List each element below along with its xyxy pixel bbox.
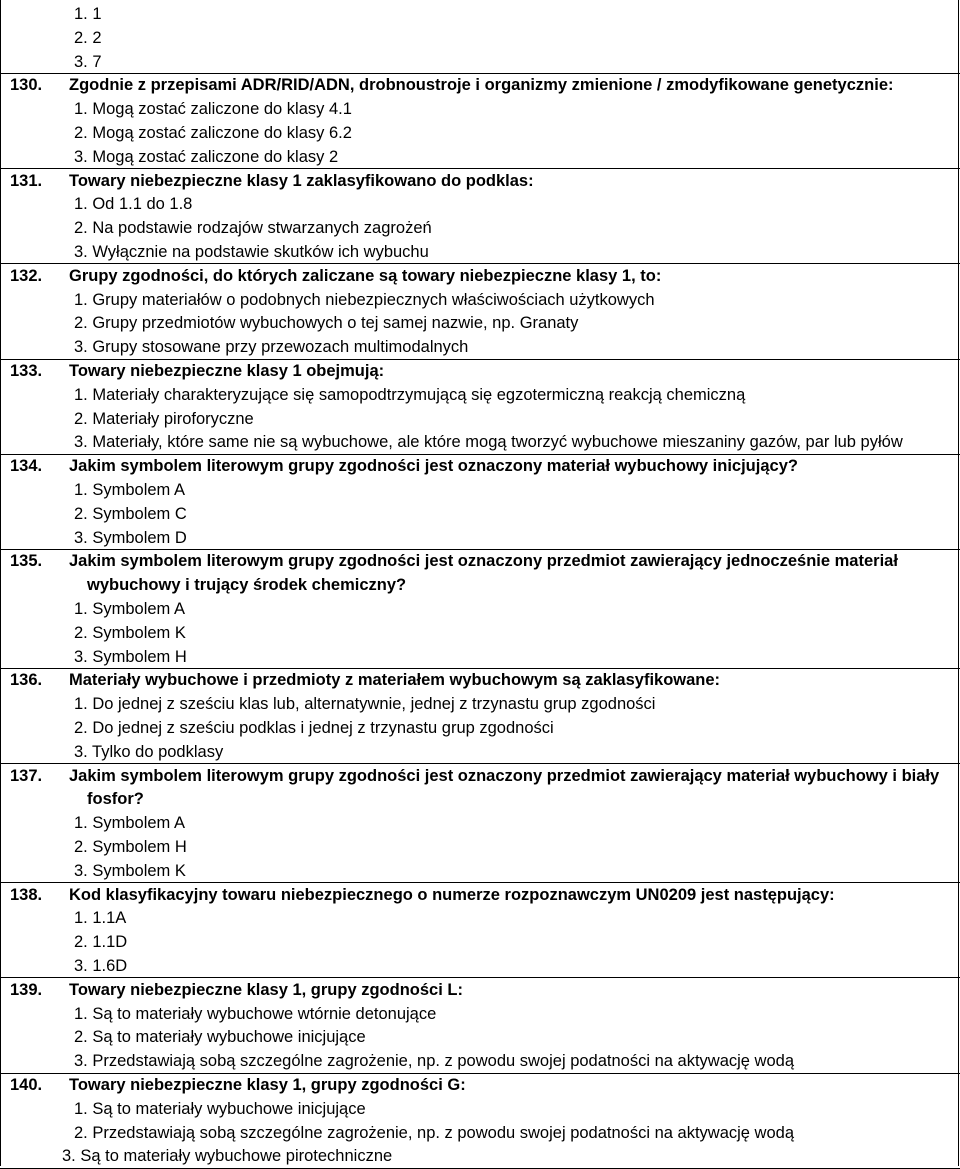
answer-row [0, 335, 960, 359]
question-row [0, 359, 960, 383]
answer-option: 1. Symbolem A [74, 600, 185, 618]
answer-option: 1. 1.1A [74, 909, 127, 928]
answer-option: 3. Tylko do podklasy [74, 742, 224, 761]
answer-row [0, 835, 960, 859]
question-number: 130. [10, 76, 43, 95]
question-row [0, 73, 960, 97]
answer-option: 1. Od 1.1 do 1.8 [74, 195, 193, 214]
question-text: Towary niebezpieczne klasy 1, grupy zgodności G: [69, 1076, 466, 1094]
question-text: Jakim symbolem literowym grupy zgodności jest oznaczony materiał wybuchowy inicjujący? [69, 457, 798, 476]
answer-row [0, 692, 960, 716]
answer-row [0, 97, 960, 121]
question-row [0, 264, 960, 288]
question-row [0, 169, 960, 193]
answer-option: 3. Mogą zostać zaliczone do klasy 2 [74, 147, 339, 166]
answer-option: 2. Grupy przedmiotów wybuchowych o tej samej nazwie, np. Granaty [74, 314, 579, 333]
question-text: Grupy zgodności, do których zaliczane są towary niebezpieczne klasy 1, to: [69, 266, 662, 285]
answer-row [0, 621, 960, 645]
answer-row [0, 50, 960, 74]
answer-row [0, 383, 960, 407]
answer-row [0, 216, 960, 240]
question-text: Jakim symbolem literowym grupy zgodności jest oznaczony przedmiot zawierający jednocześnie materiał [69, 552, 898, 571]
answer-option: 1. Grupy materiałów o podobnych niebezpiecznych właściwościach użytkowych [74, 290, 655, 309]
answer-option: 1. Są to materiały wybuchowe wtórnie detonujące [74, 1004, 437, 1023]
question-number: 134. [10, 457, 43, 476]
answer-row [0, 288, 960, 312]
question-text-continued: fosfor? [87, 790, 144, 809]
answer-row [0, 906, 960, 930]
answer-option: 3. Przedstawiają sobą szczególne zagrożenie, np. z powodu swojej podatności na aktywację wodą [74, 1052, 795, 1071]
question-number: 138. [10, 885, 43, 904]
answer-option: 2. 1.1D [74, 933, 128, 952]
answer-option: 2. Przedstawiają sobą szczególne zagrożenie, np. z powodu swojej podatności na aktywację wodą [74, 1123, 795, 1142]
question-row [0, 1073, 960, 1097]
left-border [0, 0, 1, 1166]
answer-option: 1. Symbolem A [74, 481, 185, 499]
question-text: Kod klasyfikacyjny towaru niebezpiecznego o numerze rozpoznawczym UN0209 jest następujący: [69, 885, 835, 904]
answer-row [0, 716, 960, 740]
question-text: Jakim symbolem literowym grupy zgodności jest oznaczony przedmiot zawierający materiał wybuchowy i biały [69, 766, 940, 785]
answer-row [0, 740, 960, 764]
question-row-continued [0, 787, 960, 811]
question-row [0, 978, 960, 1002]
question-text: Towary niebezpieczne klasy 1, grupy zgodności L: [69, 980, 463, 999]
answer-row [0, 1097, 960, 1121]
answer-option: 3. 7 [74, 52, 102, 71]
answer-row [0, 407, 960, 431]
answer-option: 2. Mogą zostać zaliczone do klasy 6.2 [74, 124, 352, 142]
answer-row [0, 121, 960, 145]
question-row [0, 549, 960, 573]
answer-row [0, 1144, 960, 1168]
answer-row [0, 2, 960, 26]
answer-row [0, 597, 960, 621]
answer-row [0, 1025, 960, 1049]
answer-row [0, 311, 960, 335]
answer-row [0, 930, 960, 954]
answer-option: 2. Symbolem C [74, 504, 187, 523]
question-text: Zgodnie z przepisami ADR/RID/ADN, drobnoustroje i organizmy zmienione / zmodyfikowane genetycznie: [69, 76, 894, 95]
answer-option: 3. Grupy stosowane przy przewozach multimodalnych [74, 338, 469, 357]
answer-option: 3. 1.6D [74, 957, 128, 975]
answer-option: 3. Są to materiały wybuchowe pirotechniczne [62, 1147, 393, 1166]
answer-row [0, 1002, 960, 1026]
answer-row [0, 1121, 960, 1145]
answer-row [0, 478, 960, 502]
answer-option: 2. Materiały piroforyczne [74, 409, 254, 428]
question-text: Materiały wybuchowe i przedmioty z materiałem wybuchowym są zaklasyfikowane: [69, 671, 721, 690]
answer-row [0, 954, 960, 978]
question-number: 140. [10, 1076, 43, 1094]
question-row [0, 764, 960, 788]
answer-option: 2. Symbolem H [74, 838, 187, 856]
answer-option: 3. Wyłącznie na podstawie skutków ich wybuchu [74, 243, 429, 261]
answer-option: 1. 1 [74, 5, 102, 23]
answer-row [0, 502, 960, 526]
question-number: 132. [10, 266, 43, 285]
answer-option: 1. Do jednej z sześciu klas lub, alternatywnie, jednej z trzynastu grup zgodności [74, 695, 656, 714]
answer-option: 2. Są to materiały wybuchowe inicjujące [74, 1028, 366, 1047]
answer-row [0, 526, 960, 550]
answer-option: 3. Symbolem D [74, 528, 187, 547]
answer-option: 1. Mogą zostać zaliczone do klasy 4.1 [74, 100, 352, 119]
answer-row [0, 859, 960, 883]
answer-row [0, 145, 960, 169]
answer-option: 1. Symbolem A [74, 814, 185, 833]
answer-option: 2. 2 [74, 28, 102, 47]
answer-option: 1. Materiały charakteryzujące się samopodtrzymującą się egzotermiczną reakcją chemiczną [74, 385, 746, 404]
answer-option: 3. Symbolem K [74, 861, 186, 880]
answer-row [0, 240, 960, 264]
question-number: 135. [10, 552, 43, 571]
question-row [0, 668, 960, 692]
question-row-continued [0, 573, 960, 597]
question-number: 131. [10, 171, 43, 190]
answer-option: 3. Symbolem H [74, 647, 187, 666]
question-number: 139. [10, 980, 43, 999]
answer-option: 2. Na podstawie rodzajów stwarzanych zagrożeń [74, 219, 432, 238]
answer-option: 2. Do jednej z sześciu podklas i jednej z trzynastu grup zgodności [74, 719, 554, 737]
answer-row [0, 811, 960, 835]
right-border [958, 0, 959, 1166]
question-row [0, 454, 960, 478]
answer-row [0, 26, 960, 50]
question-number: 136. [10, 671, 43, 690]
answer-option: 2. Symbolem K [74, 623, 186, 642]
question-text: Towary niebezpieczne klasy 1 obejmują: [69, 362, 385, 380]
answer-row [0, 645, 960, 669]
answer-row [0, 430, 960, 454]
question-text: Towary niebezpieczne klasy 1 zaklasyfikowano do podklas: [69, 171, 534, 190]
answer-row [0, 192, 960, 216]
answer-row [0, 1049, 960, 1073]
question-row [0, 883, 960, 907]
answer-option: 3. Materiały, które same nie są wybuchowe, ale które mogą tworzyć wybuchowe mieszaniny gazów, par lub pyłów [74, 433, 903, 452]
question-number: 133. [10, 362, 43, 380]
question-number: 137. [10, 766, 43, 785]
answer-option: 1. Są to materiały wybuchowe inicjujące [74, 1099, 366, 1118]
question-text-continued: wybuchowy i trujący środek chemiczny? [87, 576, 407, 595]
